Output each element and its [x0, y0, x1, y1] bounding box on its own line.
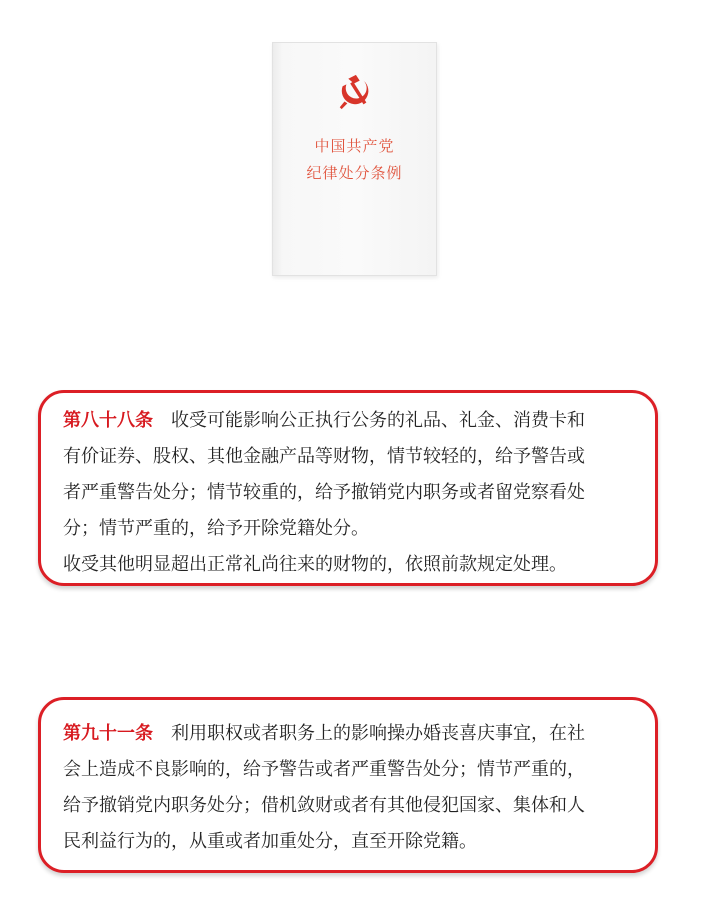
- article-line: 分；情节严重的，给予开除党籍处分。: [63, 518, 369, 539]
- book-title-line-1: 中国共产党: [314, 137, 395, 155]
- article-line: 有价证券、股权、其他金融产品等财物，情节较轻的，给予警告或: [63, 446, 585, 467]
- article-88-box: [38, 390, 658, 586]
- article-line: [63, 716, 633, 752]
- article-text: 利用职权或者职务上的影响操办婚丧喜庆事宜，在社: [171, 723, 585, 744]
- book-title-line-2: 纪律处分条例: [306, 164, 403, 182]
- article-line: 收受其他明显超出正常礼尚往来的财物的，依照前款规定处理。: [63, 554, 567, 575]
- book-cover-image: [272, 42, 437, 276]
- article-line: 给予撤销党内职务处分；借机敛财或者有其他侵犯国家、集体和人: [63, 795, 585, 816]
- article-number: 第八十八条: [63, 410, 153, 431]
- article-text: 收受可能影响公正执行公务的礼品、礼金、消费卡和: [171, 410, 585, 431]
- article-line: 者严重警告处分；情节较重的，给予撤销党内职务或者留党察看处: [63, 482, 585, 503]
- article-91-box: [38, 697, 658, 873]
- article-line: 会上造成不良影响的，给予警告或者严重警告处分；情节严重的，: [63, 759, 585, 780]
- article-number: 第九十一条: [63, 723, 153, 744]
- hammer-sickle-icon: [335, 73, 373, 111]
- article-line: 民利益行为的，从重或者加重处分，直至开除党籍。: [63, 831, 477, 852]
- article-line: [63, 403, 633, 439]
